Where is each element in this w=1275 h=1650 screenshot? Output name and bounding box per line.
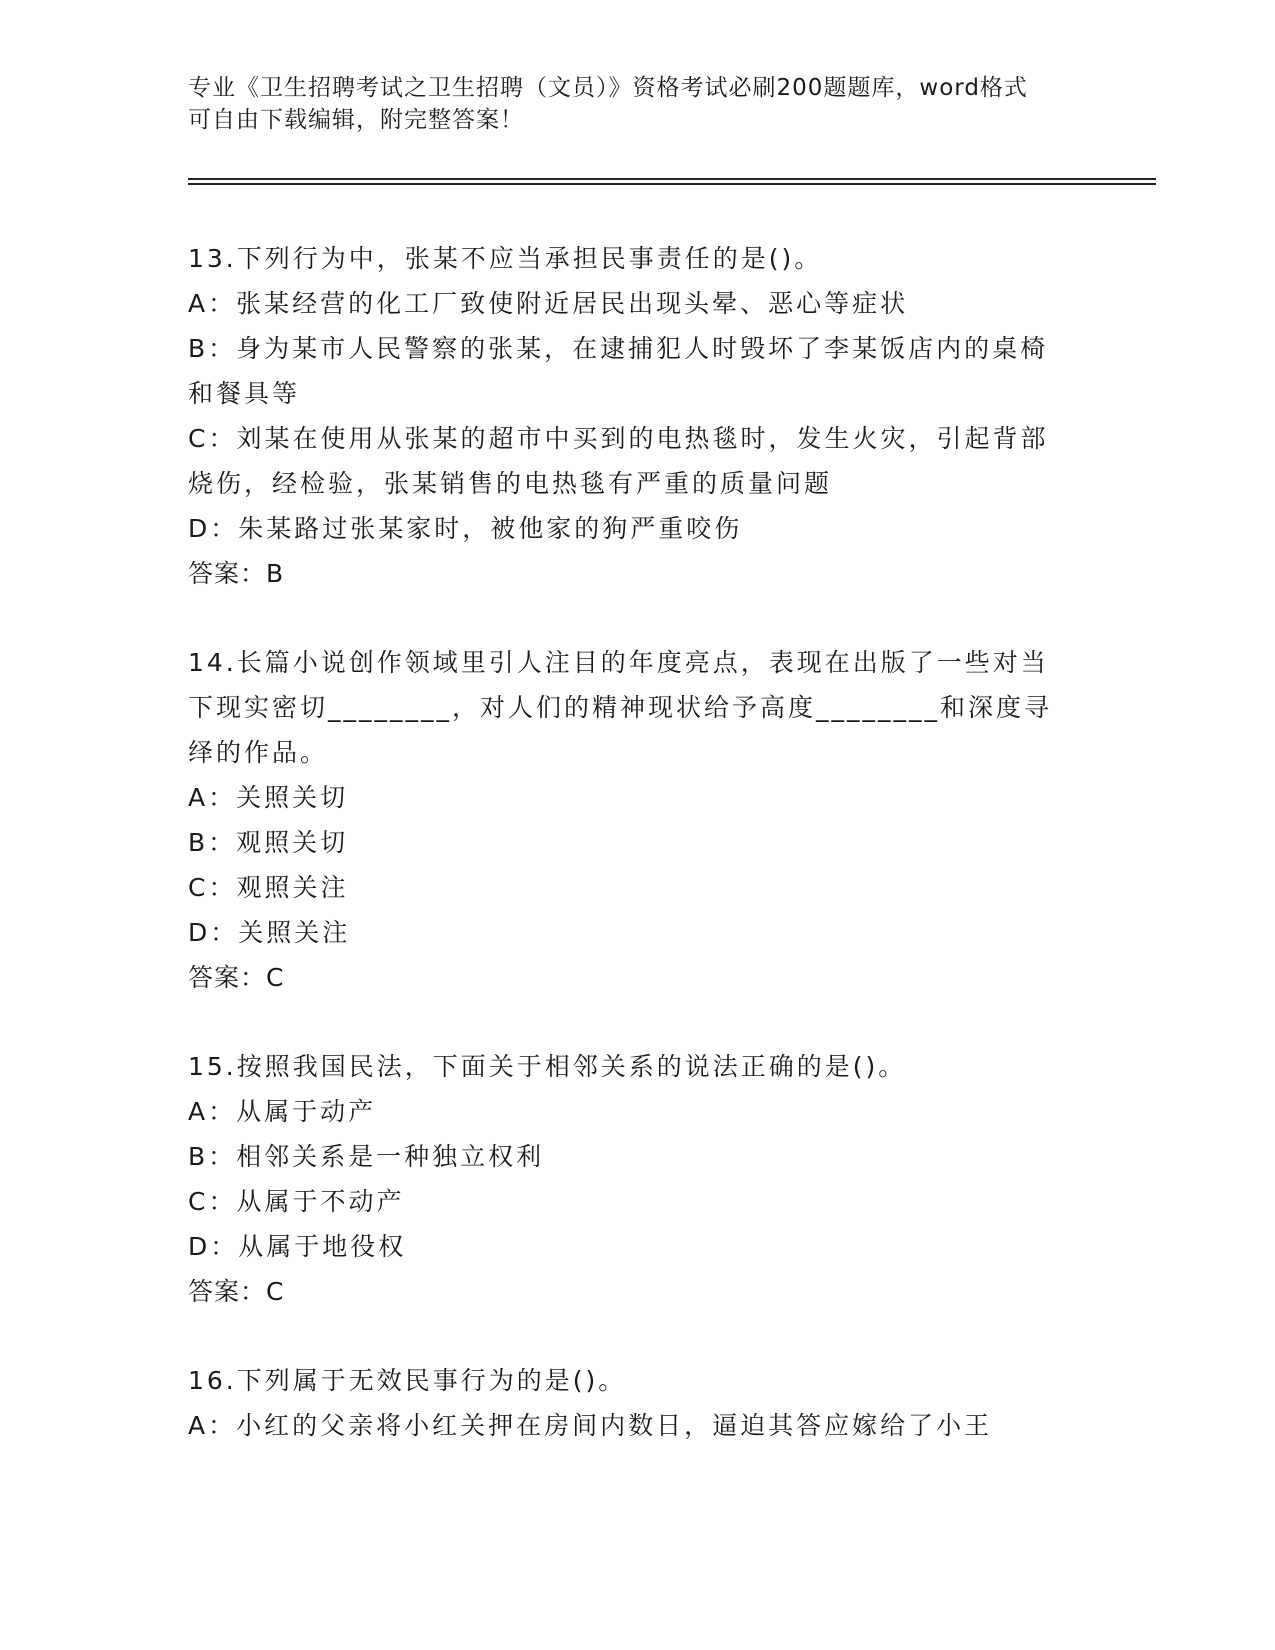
header-divider [188, 178, 1156, 180]
answer-line: 答案：C [188, 1277, 285, 1306]
header-divider [188, 183, 1156, 185]
option-c-continued: 烧伤，经检验，张某销售的电热毯有严重的质量问题 [188, 469, 833, 498]
question-16 [188, 1358, 1088, 1448]
question-stem: 14.长篇小说创作领域里引人注目的年度亮点，表现在出版了一些对当 [188, 648, 1049, 677]
document-header [188, 72, 1068, 136]
answer-line: 答案：B [188, 559, 285, 588]
option-a: A：小红的父亲将小红关押在房间内数日，逼迫其答应嫁给了小王 [188, 1411, 993, 1440]
header-line: 可自由下载编辑，附完整答案！ [188, 107, 524, 133]
option-b-continued: 和餐具等 [188, 379, 301, 408]
option-a: A：关照关切 [188, 783, 349, 812]
option-d: D：关照关注 [188, 918, 351, 947]
option-c: C：刘某在使用从张某的超市中买到的电热毯时，发生火灾，引起背部 [188, 424, 1049, 453]
question-15 [188, 1044, 1088, 1314]
question-stem-continued: 绎的作品。 [188, 738, 329, 767]
option-c: C：从属于不动产 [188, 1187, 405, 1216]
question-stem-continued: 下现实密切________，对人们的精神现状给予高度________和深度寻 [188, 693, 1053, 722]
option-b: B：观照关切 [188, 828, 349, 857]
question-14 [188, 640, 1088, 1000]
question-list [188, 236, 1088, 1492]
option-b: B：身为某市人民警察的张某，在逮捕犯人时毁坏了李某饭店内的桌椅 [188, 334, 1049, 363]
option-a: A：从属于动产 [188, 1097, 377, 1126]
option-b: B：相邻关系是一种独立权利 [188, 1142, 545, 1171]
question-stem: 15.按照我国民法，下面关于相邻关系的说法正确的是()。 [188, 1052, 907, 1081]
question-stem: 16.下列属于无效民事行为的是()。 [188, 1366, 627, 1395]
option-d: D：朱某路过张某家时，被他家的狗严重咬伤 [188, 514, 743, 543]
option-c: C：观照关注 [188, 873, 349, 902]
header-line: 专业《卫生招聘考试之卫生招聘（文员）》资格考试必刷200题题库，word格式 [188, 75, 1028, 101]
answer-line: 答案：C [188, 963, 285, 992]
question-13 [188, 236, 1088, 596]
option-a: A：张某经营的化工厂致使附近居民出现头晕、恶心等症状 [188, 289, 909, 318]
question-stem: 13.下列行为中，张某不应当承担民事责任的是()。 [188, 244, 823, 273]
option-d: D：从属于地役权 [188, 1232, 407, 1261]
